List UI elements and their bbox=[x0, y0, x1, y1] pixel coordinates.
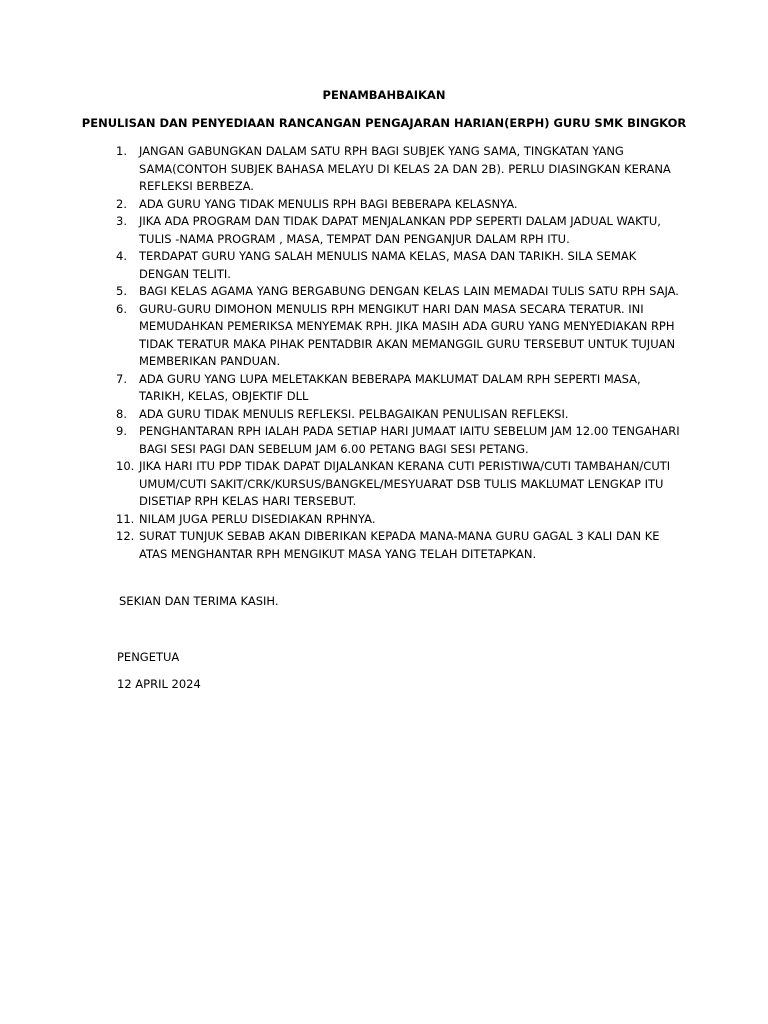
list-item-number: 9. bbox=[116, 424, 127, 438]
list-item-text: ADA GURU TIDAK MENULIS REFLEKSI. PELBAGAIKAN PENULISAN REFLEKSI. bbox=[139, 406, 569, 421]
list-item bbox=[0, 458, 768, 511]
list-item-number: 5. bbox=[116, 284, 127, 298]
list-item-number: 7. bbox=[116, 371, 127, 386]
list-item-number: 8. bbox=[116, 406, 127, 421]
list-item bbox=[0, 371, 768, 406]
list-item-text: ADA GURU YANG LUPA MELETAKKAN BEBERAPA MAKLUMAT DALAM RPH SEPERTI MASA, TARIKH, KELAS, OBJEKTIF DLL bbox=[139, 371, 641, 403]
list-item-text: GURU-GURU DIMOHON MENULIS RPH MENGIKUT HARI DAN MASA SECARA TERATUR. INI MEMUDAHKAN PEMERIKSA MENYEMAK RPH. JIKA MASIH ADA GURU YANG MENYEDIAKAN RPH TIDAK TERATUR MAKA PIHAK PENTADBIR AKAN MEMANGGIL GURU TERSEBUT UNTUK TUJUAN MEMBERIKAN PANDUAN. bbox=[139, 301, 676, 368]
list-item-text: PENGHANTARAN RPH IALAH PADA SETIAP HARI JUMAAT IAITU SEBELUM JAM 12.00 TENGAHARI BAGI SESI PAGI DAN SEBELUM JAM 6.00 PETANG BAGI SESI PETANG. bbox=[139, 424, 680, 456]
closing-remark: SEKIAN DAN TERIMA KASIH. bbox=[119, 594, 279, 608]
list-item-text: ADA GURU YANG TIDAK MENULIS RPH BAGI BEBERAPA KELASNYA. bbox=[139, 196, 518, 211]
list-item bbox=[0, 248, 768, 283]
list-item-text: NILAM JUGA PERLU DISEDIAKAN RPHNYA. bbox=[139, 511, 376, 526]
list-item-number: 4. bbox=[116, 249, 127, 263]
list-item-text: TERDAPAT GURU YANG SALAH MENULIS NAMA KELAS, MASA DAN TARIKH. SILA SEMAK DENGAN TELITI. bbox=[139, 249, 637, 281]
list-item-number: 3. bbox=[116, 214, 127, 228]
list-item-number: 10. bbox=[116, 459, 135, 473]
list-item bbox=[0, 528, 768, 563]
list-item-text: JANGAN GABUNGKAN DALAM SATU RPH BAGI SUBJEK YANG SAMA, TINGKATAN YANG SAMA(CONTOH SUBJEK BAHASA MELAYU DI KELAS 2A DAN 2B). PERLU DIASINGKAN KERANA REFLEKSI BERBEZA. bbox=[139, 144, 671, 193]
document-date: 12 APRIL 2024 bbox=[117, 677, 201, 691]
list-item-number: 12. bbox=[116, 529, 135, 543]
list-item-number: 1. bbox=[116, 144, 127, 158]
list-item bbox=[0, 196, 768, 214]
list-item bbox=[0, 406, 768, 424]
document-subtitle: PENULISAN DAN PENYEDIAAN RANCANGAN PENGAJARAN HARIAN(ERPH) GURU SMK BINGKOR bbox=[81, 116, 687, 130]
list-item-number: 6. bbox=[116, 301, 127, 316]
document-title: PENAMBAHBAIKAN bbox=[322, 88, 446, 102]
list-item bbox=[0, 301, 768, 371]
list-item bbox=[0, 511, 768, 529]
signatory-title: PENGETUA bbox=[117, 650, 180, 664]
list-item-text: SURAT TUNJUK SEBAB AKAN DIBERIKAN KEPADA MANA-MANA GURU GAGAL 3 KALI DAN KE ATAS MENGHANTAR RPH MENGIKUT MASA YANG TELAH DITETAPKAN. bbox=[139, 529, 660, 561]
list-item-text: BAGI KELAS AGAMA YANG BERGABUNG DENGAN KELAS LAIN MEMADAI TULIS SATU RPH SAJA. bbox=[139, 284, 679, 298]
list-item-text: JIKA HARI ITU PDP TIDAK DAPAT DIJALANKAN KERANA CUTI PERISTIWA/CUTI TAMBAHAN/CUTI UMUM/CUTI SAKIT/CRK/KURSUS/BANGKEL/MESYUARAT DSB TULIS MAKLUMAT LENGKAP ITU DISETIAP RPH KELAS HARI TERSEBUT. bbox=[139, 459, 671, 508]
list-item-number: 2. bbox=[116, 196, 127, 211]
list-item bbox=[0, 143, 768, 196]
list-item-text: JIKA ADA PROGRAM DAN TIDAK DAPAT MENJALANKAN PDP SEPERTI DALAM JADUAL WAKTU, TULIS -NAMA PROGRAM , MASA, TEMPAT DAN PENGANJUR DALAM RPH ITU. bbox=[139, 214, 661, 246]
list-item bbox=[0, 283, 768, 301]
list-item bbox=[0, 423, 768, 458]
list-item bbox=[0, 213, 768, 248]
instruction-list bbox=[0, 143, 768, 563]
list-item-number: 11. bbox=[116, 511, 135, 526]
